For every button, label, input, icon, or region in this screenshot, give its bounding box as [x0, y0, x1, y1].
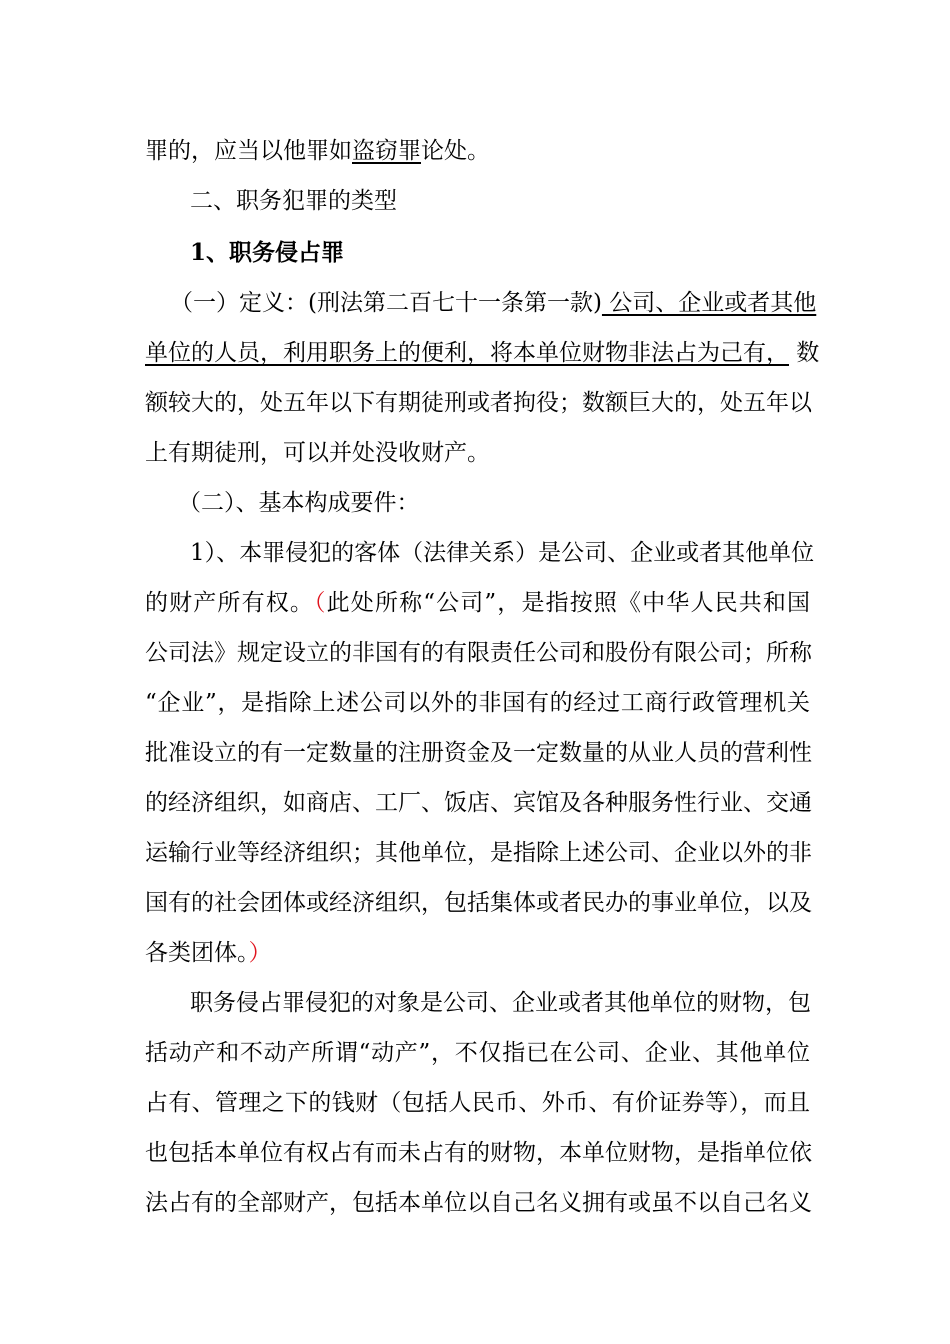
underlined-term: 盗窃罪	[352, 138, 421, 164]
text-line: 法占有的全部财产，包括本单位以自己名义拥有或虽不以自己名义	[145, 1190, 812, 1216]
definition-line: 单位的人员，利用职务上的便利，将本单位财物非法占为己有， 数	[145, 340, 820, 366]
text-line: 括动产和不动产所谓“动产”，不仅指已在公司、企业、其他单位	[145, 1040, 810, 1066]
section-heading: 二、职务犯罪的类型	[190, 188, 397, 214]
text-line: 也包括本单位有权占有而未占有的财物，本单位财物，是指单位依	[145, 1140, 812, 1166]
underlined-definition: 公司、企业或者其他	[601, 290, 817, 316]
text-line: 额较大的，处五年以下有期徒刑或者拘役；数额巨大的，处五年以	[145, 390, 812, 416]
text-line: 各类团体。）	[145, 940, 272, 966]
text-line: “企业”，是指除上述公司以外的非国有的经过工商行政管理机关	[145, 690, 810, 716]
text-line: 上有期徒刑，可以并处没收财产。	[145, 440, 490, 466]
red-bracket: ）	[248, 940, 272, 966]
definition-line: （一）定义：(刑法第二百七十一条第一款) 公司、企业或者其他	[170, 290, 817, 316]
text-line: 职务侵占罪侵犯的对象是公司、企业或者其他单位的财物，包	[190, 990, 811, 1016]
section-heading: （二）、基本构成要件：	[178, 490, 420, 516]
underlined-definition: 单位的人员，利用职务上的便利，将本单位财物非法占为己有，	[145, 340, 789, 366]
text-line: 的财产所有权。（此处所称“公司”，是指按照《中华人民共和国	[145, 590, 811, 616]
text-line: 公司法》规定设立的非国有的有限责任公司和股份有限公司；所称	[145, 640, 812, 666]
text-line: 运输行业等经济组织；其他单位，是指除上述公司、企业以外的非	[145, 840, 812, 866]
text-line: 批准设立的有一定数量的注册资金及一定数量的从业人员的营利性	[145, 740, 812, 766]
text-line: 国有的社会团体或经济组织，包括集体或者民办的事业单位，以及	[145, 890, 812, 916]
text-line: 1）、本罪侵犯的客体（法律关系）是公司、企业或者其他单位	[190, 540, 815, 566]
subsection-heading: 1、职务侵占罪	[190, 239, 345, 266]
red-bracket: （	[314, 590, 327, 616]
text-line: 的经济组织，如商店、工厂、饭店、宾馆及各种服务性行业、交通	[145, 790, 812, 816]
text-line: 罪的，应当以他罪如盗窃罪论处。	[145, 138, 490, 164]
text-line: 占有、管理之下的钱财（包括人民币、外币、有价证券等），而且	[145, 1090, 810, 1116]
